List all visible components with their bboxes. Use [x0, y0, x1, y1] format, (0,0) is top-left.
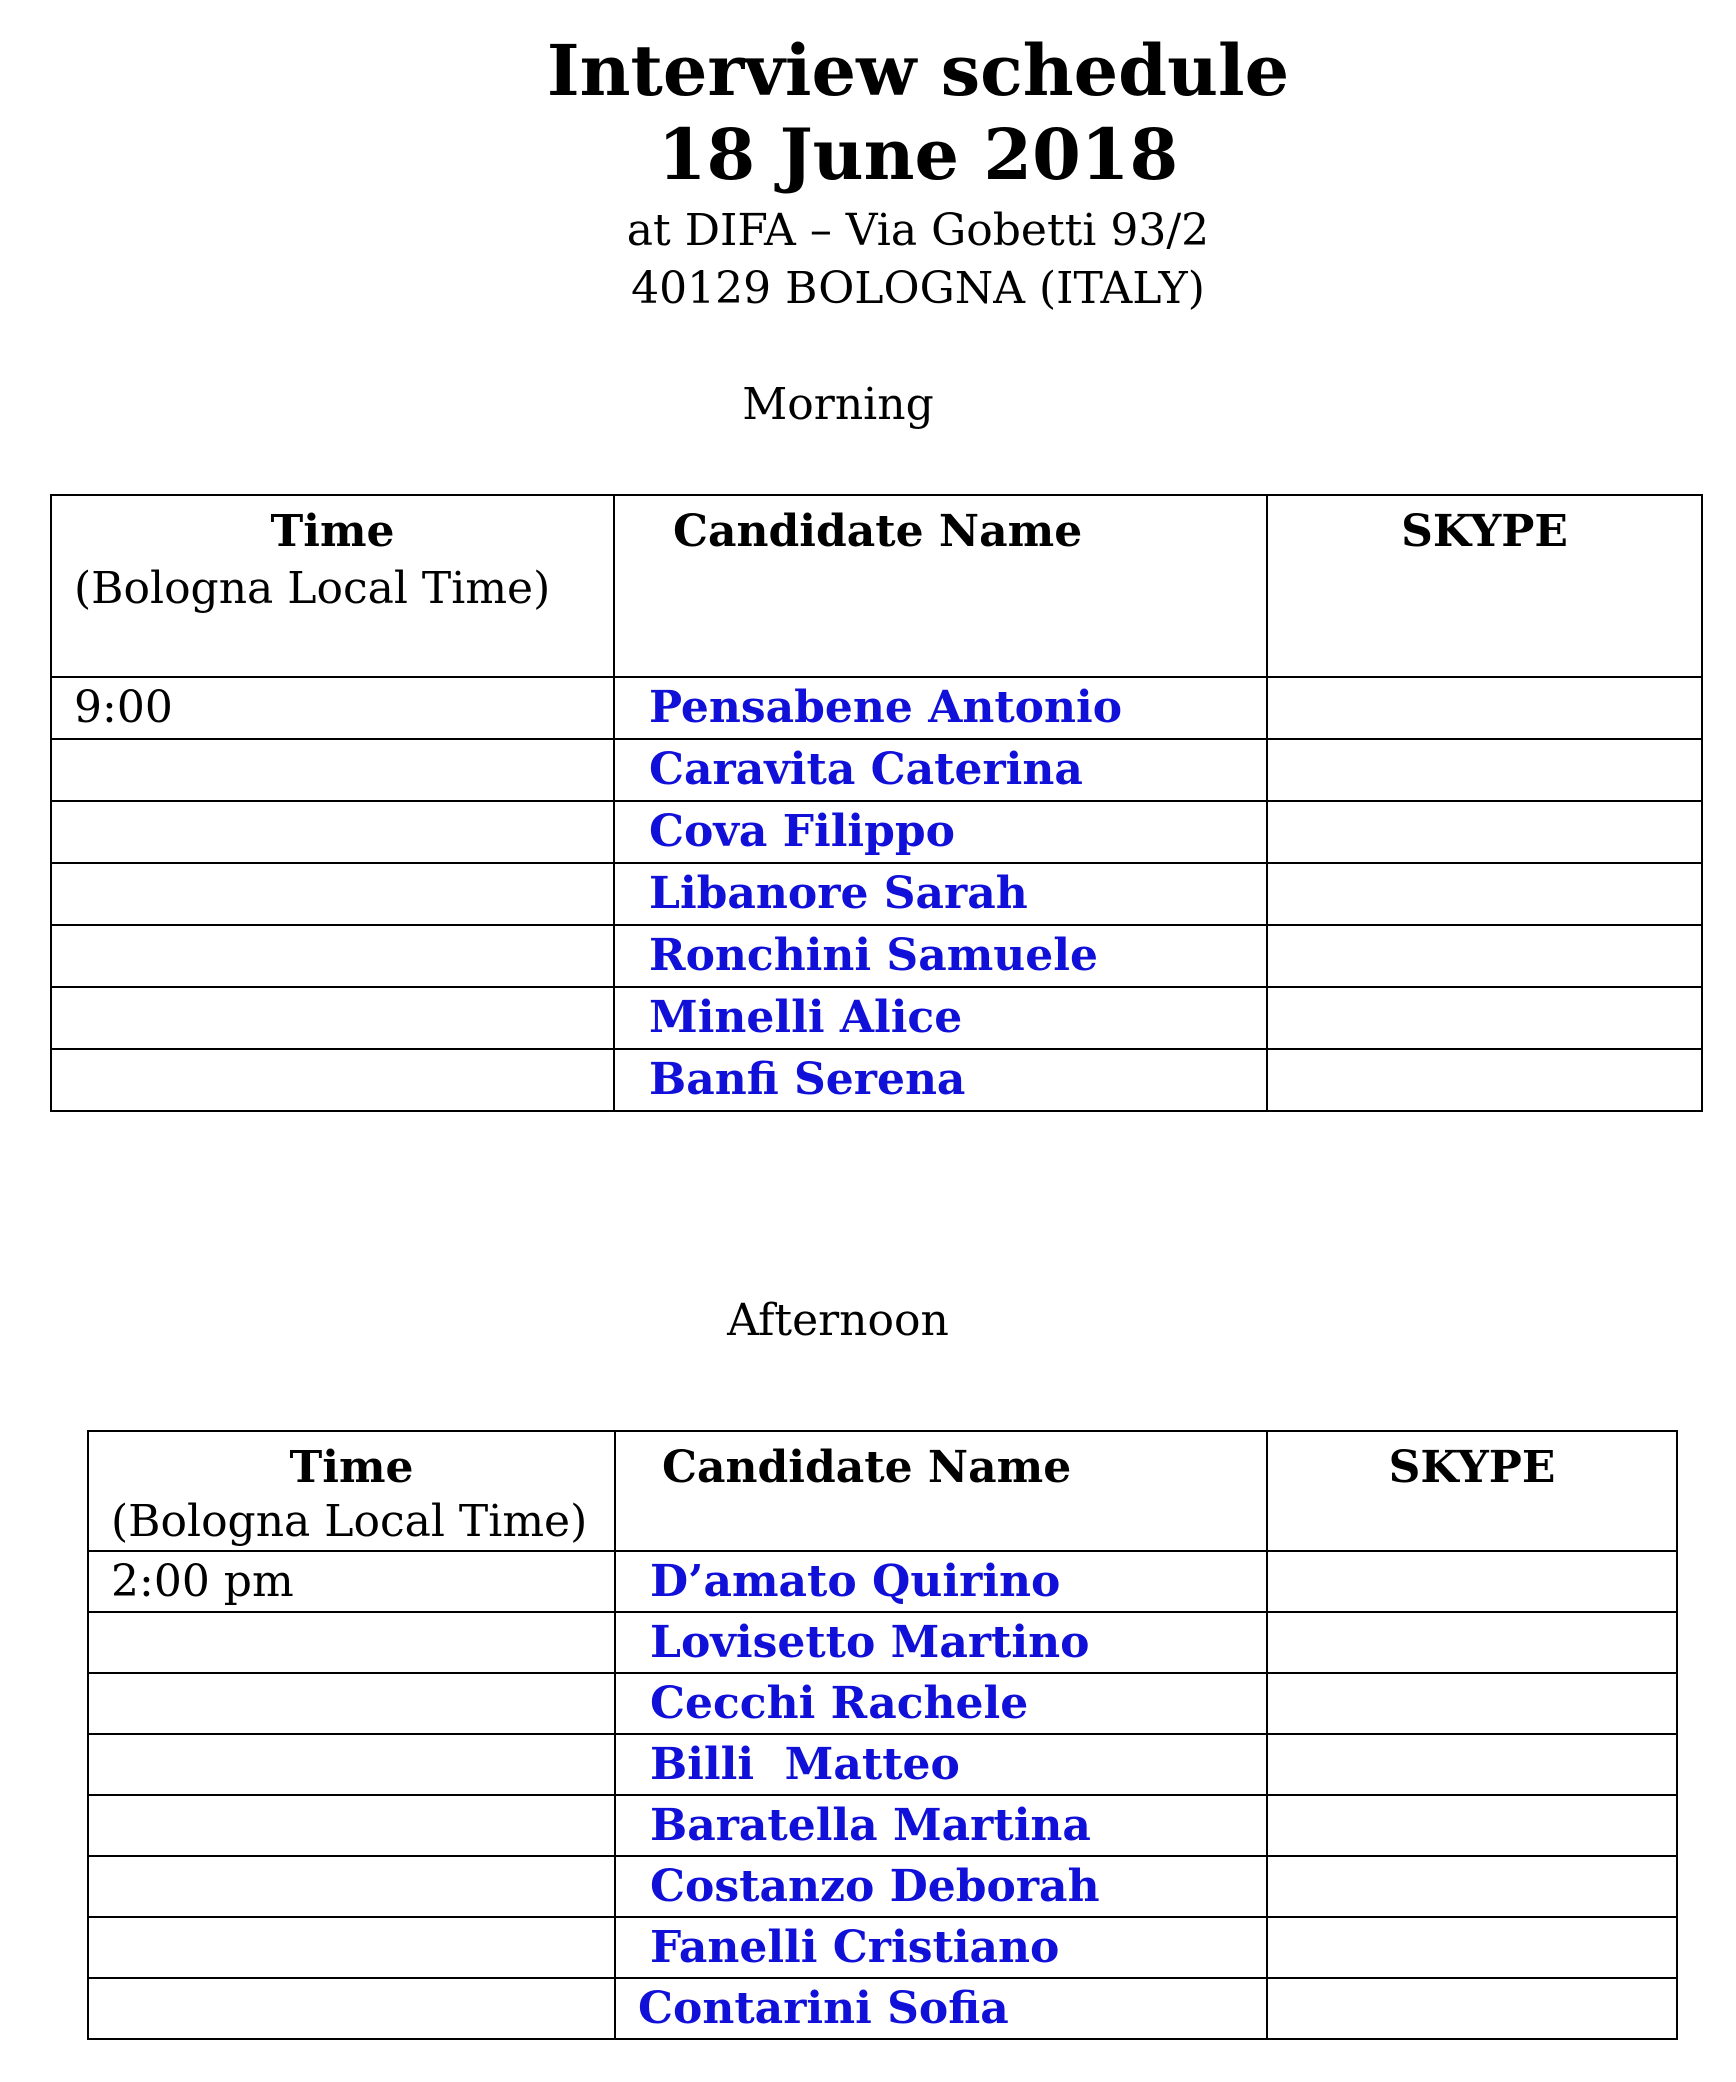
skype-header-label: SKYPE: [1401, 506, 1568, 557]
skype-cell: [1267, 1673, 1677, 1734]
candidate-cell: [615, 1734, 1267, 1795]
candidate-cell: [615, 1856, 1267, 1917]
time-header-label: Time: [289, 1442, 414, 1493]
table-row: [88, 1612, 1677, 1673]
table-row: [88, 1673, 1677, 1734]
candidate-cell: [614, 863, 1267, 925]
table-row: [88, 1795, 1677, 1856]
table-row: [51, 925, 1702, 987]
skype-cell: [1267, 1856, 1677, 1917]
time-value: [52, 926, 613, 928]
skype-cell: [1267, 1049, 1702, 1111]
skype-cell: [1267, 1612, 1677, 1673]
candidate-name: Baratella Martina: [650, 1800, 1091, 1851]
candidate-cell: [614, 739, 1267, 801]
candidate-name: Cova Filippo: [649, 806, 956, 857]
candidate-name: Contarini Sofia: [638, 1983, 1009, 2034]
time-column-header: [51, 495, 614, 677]
skype-cell: [1267, 1551, 1677, 1612]
morning-schedule-table: [50, 494, 1703, 1112]
skype-cell: [1267, 1795, 1677, 1856]
afternoon-section-label: Afternoon: [727, 1295, 949, 1346]
skype-cell: [1267, 1734, 1677, 1795]
time-value: 9:00: [74, 682, 173, 733]
time-value: [52, 802, 613, 804]
time-cell: [51, 987, 614, 1049]
time-cell: [51, 1049, 614, 1111]
time-cell: [51, 925, 614, 987]
time-value: 2:00 pm: [111, 1556, 294, 1607]
candidate-cell: [614, 987, 1267, 1049]
time-cell: [51, 677, 614, 739]
table-row: [88, 1917, 1677, 1978]
skype-column-header: [1267, 1431, 1677, 1551]
candidate-name: Fanelli Cristiano: [650, 1922, 1060, 1973]
time-value: [89, 1796, 614, 1798]
afternoon-header-row: [88, 1431, 1677, 1551]
time-value: [89, 1613, 614, 1615]
time-cell: [88, 1978, 615, 2039]
time-cell: [88, 1673, 615, 1734]
skype-cell: [1267, 677, 1702, 739]
skype-cell: [1267, 925, 1702, 987]
skype-cell: [1267, 801, 1702, 863]
candidate-cell: [614, 677, 1267, 739]
candidate-name: Pensabene Antonio: [649, 682, 1123, 733]
morning-section-label: Morning: [742, 379, 934, 430]
time-cell: [88, 1612, 615, 1673]
candidate-cell: [614, 1049, 1267, 1111]
time-value: [52, 988, 613, 990]
time-header-label: Time: [270, 506, 395, 557]
time-value: [89, 1735, 614, 1737]
candidate-cell: [615, 1795, 1267, 1856]
candidate-cell: [615, 1673, 1267, 1734]
candidate-header-label: Candidate Name: [662, 1442, 1072, 1493]
candidate-name: Ronchini Samuele: [649, 930, 1098, 981]
time-cell: [88, 1551, 615, 1612]
time-cell: [51, 863, 614, 925]
candidate-name: Caravita Caterina: [649, 744, 1083, 795]
time-cell: [88, 1917, 615, 1978]
table-row: [88, 1978, 1677, 2039]
skype-cell: [1267, 987, 1702, 1049]
table-row: [51, 677, 1702, 739]
address-line-1: at DIFA – Via Gobetti 93/2: [626, 205, 1210, 256]
candidate-cell: [615, 1917, 1267, 1978]
schedule-title: Interview schedule: [546, 29, 1290, 112]
table-row: [51, 863, 1702, 925]
time-value: [89, 1674, 614, 1676]
candidate-name: Lovisetto Martino: [650, 1617, 1090, 1668]
time-cell: [88, 1856, 615, 1917]
time-cell: [88, 1734, 615, 1795]
skype-cell: [1267, 1917, 1677, 1978]
candidate-cell: [615, 1551, 1267, 1612]
candidate-name: Minelli Alice: [649, 992, 963, 1043]
time-value: [89, 1857, 614, 1859]
table-row: [51, 987, 1702, 1049]
time-column-header: [88, 1431, 615, 1551]
time-value: [52, 740, 613, 742]
time-value: [89, 1918, 614, 1920]
candidate-name: Libanore Sarah: [649, 868, 1028, 919]
candidate-name: Costanzo Deborah: [650, 1861, 1100, 1912]
candidate-cell: [614, 925, 1267, 987]
time-header-sublabel: (Bologna Local Time): [74, 563, 551, 614]
candidate-cell: [614, 801, 1267, 863]
skype-header-label: SKYPE: [1388, 1442, 1556, 1493]
candidate-column-header: [614, 495, 1267, 677]
candidate-cell: [615, 1612, 1267, 1673]
time-header-sublabel: (Bologna Local Time): [111, 1496, 588, 1547]
address-line-2: 40129 BOLOGNA (ITALY): [631, 263, 1205, 314]
schedule-date: 18 June 2018: [657, 113, 1179, 196]
skype-cell: [1267, 863, 1702, 925]
time-value: [52, 1050, 613, 1052]
table-row: [51, 801, 1702, 863]
candidate-cell: [615, 1978, 1267, 2039]
candidate-name: D’amato Quirino: [650, 1556, 1061, 1607]
candidate-column-header: [615, 1431, 1267, 1551]
time-cell: [88, 1795, 615, 1856]
table-row: [51, 1049, 1702, 1111]
time-cell: [51, 801, 614, 863]
time-value: [52, 864, 613, 866]
candidate-name: Billi Matteo: [650, 1739, 960, 1790]
skype-column-header: [1267, 495, 1702, 677]
candidate-header-label: Candidate Name: [673, 506, 1083, 557]
morning-header-row: [51, 495, 1702, 677]
candidate-name: Banfi Serena: [649, 1054, 966, 1105]
afternoon-schedule-table: [87, 1430, 1678, 2040]
candidate-name: Cecchi Rachele: [650, 1678, 1029, 1729]
table-row: [88, 1856, 1677, 1917]
table-row: [88, 1551, 1677, 1612]
time-cell: [51, 739, 614, 801]
table-row: [88, 1734, 1677, 1795]
time-value: [89, 1979, 614, 1981]
table-row: [51, 739, 1702, 801]
skype-cell: [1267, 1978, 1677, 2039]
skype-cell: [1267, 739, 1702, 801]
